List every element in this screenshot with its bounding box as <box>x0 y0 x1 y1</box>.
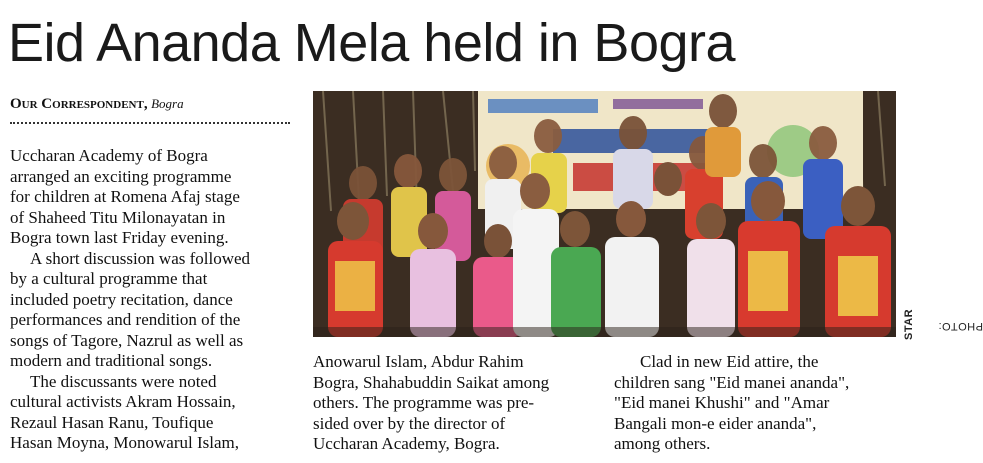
text-line: Uccharan Academy of Bogra <box>10 146 208 165</box>
text-line: "Eid manei Khushi" and "Amar <box>614 393 830 412</box>
text-line: The discussants were noted <box>30 371 217 391</box>
byline <box>10 95 300 114</box>
photo-credit-prefix: PHOTO: <box>938 320 983 332</box>
text-line: songs of Tagore, Nazrul as well as <box>10 330 244 350</box>
text-line: performances and rendition of the <box>10 310 241 329</box>
text-line: Bangali mon-e eider ananda", <box>614 413 817 433</box>
paragraph-3 <box>10 372 292 454</box>
text-line: cultural activists Akram Hossain, <box>10 392 236 411</box>
text-line: others. The programme was pre- <box>313 393 535 412</box>
text-line: arranged an exciting programme <box>10 166 232 186</box>
text-line: Bogra, Shahabuddin Saikat among <box>313 372 550 392</box>
text-line: of Shaheed Titu Milonayatan in <box>10 207 226 227</box>
photo-credit-name: STAR <box>903 308 915 340</box>
text-line: Hasan Moyna, Monowarul Islam, <box>10 433 239 452</box>
children-group-photo <box>313 91 896 337</box>
text-line: for children at Romena Afaj stage <box>10 187 240 206</box>
text-line: Bogra town last Friday evening. <box>10 228 229 247</box>
byline-divider <box>10 122 290 124</box>
article-column-3 <box>614 352 894 455</box>
text-line: modern and traditional songs. <box>10 351 213 370</box>
text-line: by a cultural programme that <box>10 269 208 288</box>
text-line: A short discussion was followed <box>30 248 251 268</box>
event-photo <box>313 91 896 337</box>
paragraph-1 <box>10 146 292 249</box>
byline-author: Our Correspondent, <box>10 96 148 112</box>
photo-credit <box>895 260 983 350</box>
text-line: Rezaul Hasan Ranu, Toufique <box>10 412 214 432</box>
paragraph-2 <box>10 249 292 372</box>
byline-place: Bogra <box>151 96 184 111</box>
text-line: children sang "Eid manei ananda", <box>614 372 850 392</box>
article-column-2 <box>313 352 588 455</box>
text-line: among others. <box>614 434 711 453</box>
text-line: sided over by the director of <box>313 413 506 433</box>
text-line: included poetry recitation, dance <box>10 289 233 309</box>
headline: Eid Ananda Mela held in Bogra <box>8 13 736 73</box>
text-line: Clad in new Eid attire, the <box>640 352 819 371</box>
article-column-1 <box>10 146 292 454</box>
text-line: Uccharan Academy, Bogra. <box>313 434 500 453</box>
text-line: Anowarul Islam, Abdur Rahim <box>313 352 524 371</box>
